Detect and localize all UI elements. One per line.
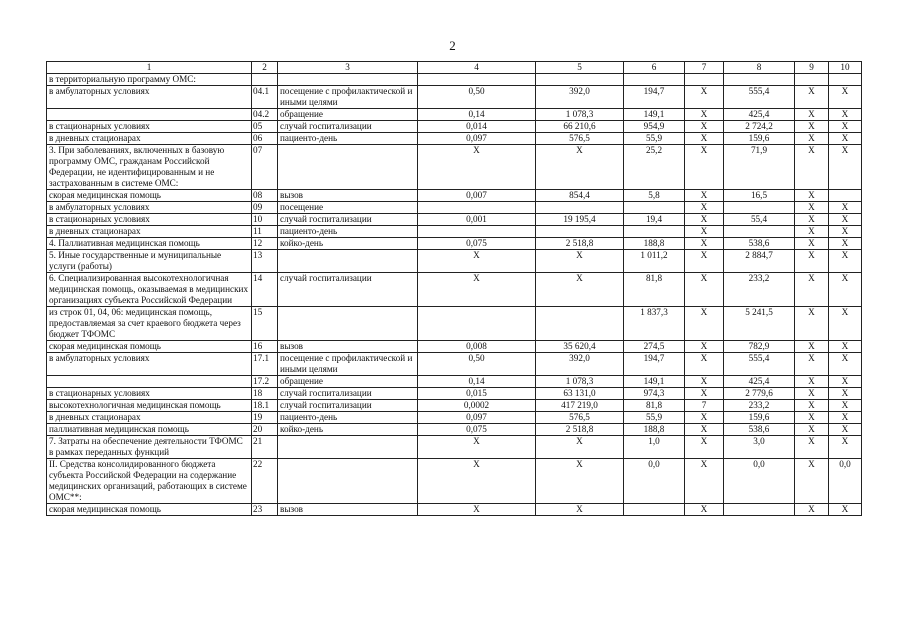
table-cell: в территориальную программу ОМС: [47,74,252,86]
table-cell: случай госпитализации [278,121,418,133]
table-cell: X [536,459,624,504]
table-row [47,190,862,202]
table-cell: X [829,376,862,388]
table-cell: X [795,376,829,388]
table-row [47,109,862,121]
table-cell: X [795,504,829,516]
table-cell: 0,14 [418,109,536,121]
table-cell: X [829,214,862,226]
table-cell: X [795,121,829,133]
table-cell [47,109,252,121]
table-row [47,436,862,459]
table-cell: X [685,109,724,121]
table-cell: 159,6 [724,412,795,424]
table-cell: 576,5 [536,412,624,424]
table-cell: 0,0 [624,459,685,504]
table-cell: скорая медицинская помощь [47,341,252,353]
table-cell: X [685,307,724,341]
table-cell: 555,4 [724,353,795,376]
table-cell: X [795,250,829,273]
table-cell: 11 [252,226,278,238]
table-cell: в стационарных условиях [47,214,252,226]
table-cell: 392,0 [536,86,624,109]
page-number: 2 [449,38,456,53]
table-cell: в стационарных условиях [47,388,252,400]
table-cell: 71,9 [724,145,795,190]
table-cell: 233,2 [724,273,795,307]
table-cell: X [829,238,862,250]
table-cell: X [829,121,862,133]
table-cell: 2 779,6 [724,388,795,400]
table-cell: 19 195,4 [536,214,624,226]
table-cell [278,74,418,86]
table-cell: X [829,341,862,353]
table-cell: 1 078,3 [536,376,624,388]
table-cell: 21 [252,436,278,459]
table-cell: 0,097 [418,412,536,424]
table-cell: 7 [685,400,724,412]
table-cell: 66 210,6 [536,121,624,133]
table-cell: из строк 01, 04, 06: медицинская помощь, предоставляемая за счет краевого бюджета через бюджет ТФОМС [47,307,252,341]
table-cell: 0,014 [418,121,536,133]
table-cell [724,504,795,516]
table-cell: 55,9 [624,412,685,424]
table-cell: 2 518,8 [536,424,624,436]
table-cell: X [795,436,829,459]
table-cell: 63 131,0 [536,388,624,400]
table-cell: X [536,504,624,516]
table-cell [278,436,418,459]
table-cell [624,202,685,214]
table-cell [724,74,795,86]
table-cell: пациенто-день [278,226,418,238]
table-cell [624,74,685,86]
table-cell: 782,9 [724,341,795,353]
table-cell: 3. При заболеваниях, включенных в базовую программу ОМС, гражданам Российской Федерации, не идентифицированным и не застрахованным в системе ОМС: [47,145,252,190]
table-cell: 14 [252,273,278,307]
table-cell: X [829,133,862,145]
table-cell: случай госпитализации [278,273,418,307]
table-cell: 15 [252,307,278,341]
table-cell: 19 [252,412,278,424]
table-cell: X [418,504,536,516]
table-cell: X [829,226,862,238]
table-cell: 0,007 [418,190,536,202]
table-cell: 149,1 [624,376,685,388]
column-header: 3 [278,62,418,74]
table-cell: 1,0 [624,436,685,459]
table-cell [418,226,536,238]
table-cell [418,307,536,341]
table-cell: 3,0 [724,436,795,459]
table-cell: 0,015 [418,388,536,400]
table-cell: 16 [252,341,278,353]
table-cell: 06 [252,133,278,145]
table-cell: 149,1 [624,109,685,121]
table-cell [536,74,624,86]
table-cell: X [685,412,724,424]
table-cell: X [829,504,862,516]
table-row [47,424,862,436]
table-cell: 04.2 [252,109,278,121]
table-cell: X [795,273,829,307]
table-cell [795,74,829,86]
table-cell: X [685,238,724,250]
table-cell: 0,001 [418,214,536,226]
table-cell [829,74,862,86]
table-cell: вызов [278,190,418,202]
table-cell: пациенто-день [278,133,418,145]
table-cell: 0,008 [418,341,536,353]
table-cell: 09 [252,202,278,214]
table-cell: X [685,459,724,504]
table-cell: 4. Паллиативная медицинская помощь [47,238,252,250]
table-row [47,388,862,400]
table-cell: X [795,133,829,145]
table-cell [724,226,795,238]
table-row [47,226,862,238]
table-cell: посещение [278,202,418,214]
table-cell: X [795,238,829,250]
table-row [47,133,862,145]
table-cell: случай госпитализации [278,400,418,412]
table-cell: 233,2 [724,400,795,412]
table-cell: 17.1 [252,353,278,376]
table-cell: обращение [278,109,418,121]
table-cell: 6. Специализированная высокотехнологичная медицинская помощь, оказываемая в медицинских организациях субъекта Российской Федерации [47,273,252,307]
table-cell [47,376,252,388]
table-cell: 538,6 [724,238,795,250]
table-cell: 555,4 [724,86,795,109]
table-cell: 159,6 [724,133,795,145]
column-header: 1 [47,62,252,74]
table-cell: 18.1 [252,400,278,412]
table-cell [536,202,624,214]
table-cell: в амбулаторных условиях [47,202,252,214]
table-row [47,250,862,273]
table-cell [278,459,418,504]
table-row [47,307,862,341]
table-cell [278,145,418,190]
column-header: 4 [418,62,536,74]
table-cell: 04.1 [252,86,278,109]
table-cell [278,307,418,341]
table-cell: X [829,250,862,273]
table-cell: X [536,145,624,190]
table-cell: пациенто-день [278,412,418,424]
table-cell [536,307,624,341]
table-cell [829,190,862,202]
table-cell: X [829,353,862,376]
table-cell: 188,8 [624,424,685,436]
table-cell: X [685,190,724,202]
table-cell: X [685,145,724,190]
table-cell: X [685,273,724,307]
table-cell: посещение с профилактической и иными целями [278,353,418,376]
table-cell: 10 [252,214,278,226]
table-cell: 22 [252,459,278,504]
table-cell: X [685,250,724,273]
column-header: 9 [795,62,829,74]
table-row [47,145,862,190]
table-cell: 194,7 [624,353,685,376]
column-header: 6 [624,62,685,74]
column-header: 7 [685,62,724,74]
table-cell: скорая медицинская помощь [47,504,252,516]
table-cell: случай госпитализации [278,388,418,400]
table-cell: 5,8 [624,190,685,202]
table-row [47,202,862,214]
table-cell: X [795,145,829,190]
table-cell: X [536,273,624,307]
table-cell: X [795,86,829,109]
table-cell: 1 837,3 [624,307,685,341]
table-cell: 974,3 [624,388,685,400]
table-cell: II. Средства консолидированного бюджета субъекта Российской Федерации на содержание медицинских организаций, работающих в системе ОМС**: [47,459,252,504]
table-cell: 5. Иные государственные и муниципальные услуги (работы) [47,250,252,273]
table-cell: 2 518,8 [536,238,624,250]
table-cell: вызов [278,341,418,353]
table-cell: X [795,202,829,214]
table-row [47,74,862,86]
table-cell: 0,50 [418,86,536,109]
table-cell: 81,8 [624,273,685,307]
table-cell: X [829,412,862,424]
table-cell: 16,5 [724,190,795,202]
table-cell: 0,0 [724,459,795,504]
table-cell: 194,7 [624,86,685,109]
table-cell [624,226,685,238]
table-cell: 392,0 [536,353,624,376]
table-row [47,273,862,307]
table-cell: X [795,459,829,504]
table-cell: 12 [252,238,278,250]
table-cell: X [795,412,829,424]
table-cell: X [795,424,829,436]
table-cell: X [829,109,862,121]
table-cell: вызов [278,504,418,516]
table-row [47,376,862,388]
table-cell: X [795,109,829,121]
table-cell: 0,0002 [418,400,536,412]
table-cell: X [795,307,829,341]
table-cell: X [685,86,724,109]
table-cell: 425,4 [724,376,795,388]
table-cell: X [418,459,536,504]
table-row [47,341,862,353]
table-cell: X [536,436,624,459]
table-row [47,353,862,376]
table-cell: X [795,226,829,238]
table-cell: 954,9 [624,121,685,133]
table-cell: X [418,145,536,190]
table-cell: X [829,436,862,459]
table-cell: X [685,504,724,516]
table-cell: 538,6 [724,424,795,436]
table-cell: X [685,121,724,133]
table-cell: 2 884,7 [724,250,795,273]
table-cell: 20 [252,424,278,436]
table-cell: X [829,145,862,190]
header-row [47,62,862,74]
table-cell: 08 [252,190,278,202]
table-cell: 576,5 [536,133,624,145]
table-cell [536,226,624,238]
table-cell: X [685,341,724,353]
table-cell: X [795,353,829,376]
table-cell [252,74,278,86]
table-cell: в дневных стационарах [47,133,252,145]
table-row [47,504,862,516]
table-cell: X [829,424,862,436]
table-cell: 0,14 [418,376,536,388]
table-cell: 425,4 [724,109,795,121]
table-cell: 0,075 [418,238,536,250]
column-header: 8 [724,62,795,74]
table-cell: X [685,214,724,226]
table-row [47,400,862,412]
table-cell: 0,0 [829,459,862,504]
table-cell: 417 219,0 [536,400,624,412]
table-row [47,412,862,424]
data-table [46,61,862,516]
table-cell: 0,097 [418,133,536,145]
table-cell: X [829,388,862,400]
table-cell: 19,4 [624,214,685,226]
table-cell: в дневных стационарах [47,412,252,424]
table-cell: X [795,190,829,202]
table-cell: 17.2 [252,376,278,388]
table-cell: 35 620,4 [536,341,624,353]
table-cell: X [829,307,862,341]
table-cell: посещение с профилактической и иными целями [278,86,418,109]
column-header: 2 [252,62,278,74]
table-cell [624,504,685,516]
table-cell: обращение [278,376,418,388]
table-cell: X [829,400,862,412]
table-cell: X [418,250,536,273]
table-cell: X [829,86,862,109]
table-cell: 07 [252,145,278,190]
table-cell: X [685,424,724,436]
table-row [47,121,862,133]
table-cell: X [418,273,536,307]
table-cell: в амбулаторных условиях [47,353,252,376]
table-cell: X [685,133,724,145]
table-cell: 2 724,2 [724,121,795,133]
table-cell: 23 [252,504,278,516]
table-cell: скорая медицинская помощь [47,190,252,202]
table-cell [278,250,418,273]
table-cell: 0,50 [418,353,536,376]
table-cell: 1 011,2 [624,250,685,273]
table-cell: X [685,376,724,388]
table-cell: 18 [252,388,278,400]
table-cell [418,202,536,214]
table-cell: 81,8 [624,400,685,412]
table-cell: X [685,388,724,400]
table-cell [724,202,795,214]
table-cell: X [795,341,829,353]
table-cell [685,74,724,86]
table-cell: 274,5 [624,341,685,353]
table-cell: 25,2 [624,145,685,190]
table-row [47,86,862,109]
table-cell: 55,4 [724,214,795,226]
table-cell: X [685,226,724,238]
table-row [47,459,862,504]
table-cell: X [418,436,536,459]
table-cell: X [795,388,829,400]
table-cell: X [536,250,624,273]
table-cell: X [829,273,862,307]
table-cell: 188,8 [624,238,685,250]
table-cell: в стационарных условиях [47,121,252,133]
table-cell: паллиативная медицинская помощь [47,424,252,436]
table-cell: 13 [252,250,278,273]
table-cell: 1 078,3 [536,109,624,121]
table-cell: 5 241,5 [724,307,795,341]
table-cell: случай госпитализации [278,214,418,226]
table-row [47,214,862,226]
table-cell: 7. Затраты на обеспечение деятельности ТФОМС в рамках переданных функций [47,436,252,459]
column-header: 10 [829,62,862,74]
table-cell: 0,075 [418,424,536,436]
table-cell: в амбулаторных условиях [47,86,252,109]
table-cell: X [685,353,724,376]
column-header: 5 [536,62,624,74]
table-cell: 854,4 [536,190,624,202]
table-cell: 05 [252,121,278,133]
table-cell: X [685,202,724,214]
table-cell: койко-день [278,238,418,250]
table-cell: X [795,214,829,226]
table-row [47,238,862,250]
table-cell: в дневных стационарах [47,226,252,238]
table-cell [418,74,536,86]
table-cell: койко-день [278,424,418,436]
table-cell: высокотехнологичная медицинская помощь [47,400,252,412]
table-cell: 55,9 [624,133,685,145]
table-cell: X [795,400,829,412]
table-cell: X [685,436,724,459]
table-cell: X [829,202,862,214]
